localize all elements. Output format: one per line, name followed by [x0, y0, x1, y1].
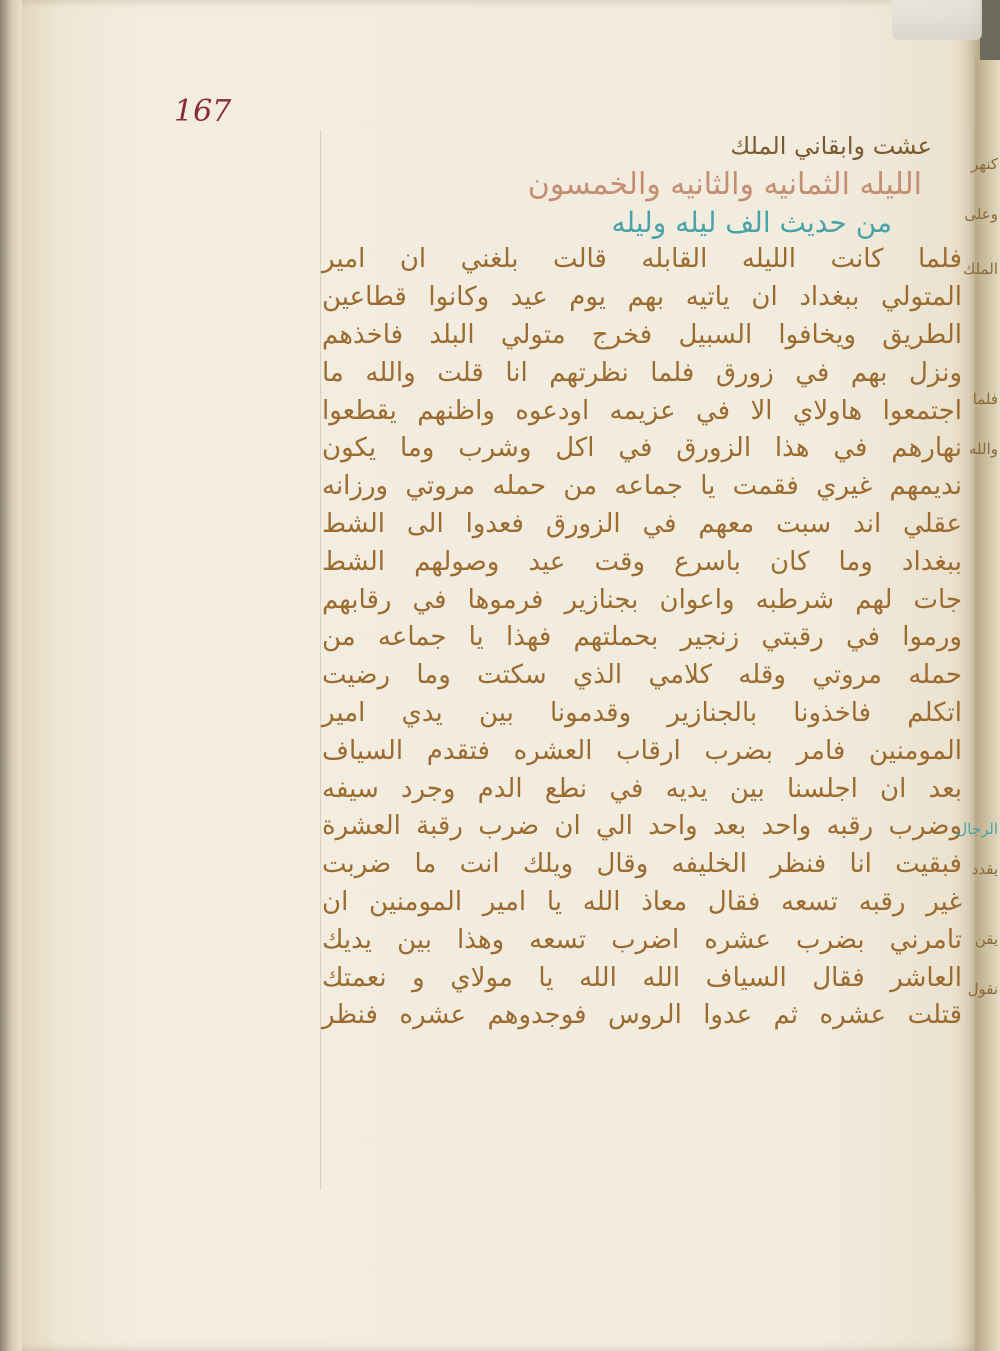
- manuscript-line: نديمهم غيري فقمت يا جماعه من حمله مروتي ورزانه: [322, 471, 962, 502]
- body-text: [322, 241, 962, 1035]
- facing-page-fragment: والله: [969, 440, 998, 458]
- manuscript-line: جات لهم شرطبه واعوان بجنازير فرموها في رقابهم: [322, 584, 962, 615]
- manuscript-line: اتكلم فاخذونا بالجنازير وقدمونا بين يدي امير: [322, 697, 962, 728]
- manuscript-page: [22, 0, 980, 1351]
- night-subtitle: من حديث الف ليله وليله: [611, 205, 892, 239]
- manuscript-line: المتولي ببغداد ان ياتيه بهم يوم عيد وكانوا قطاعين: [322, 282, 962, 313]
- right-margin-rule: [968, 130, 969, 1190]
- manuscript-line: العاشر فقال السياف الله الله يا مولاي و نعمتك: [322, 962, 962, 993]
- facing-page-fragment: نقول: [967, 980, 998, 998]
- night-title: الليله الثمانيه والثانيه والخمسون: [527, 166, 922, 202]
- manuscript-line: غير رقبه تسعه فقال معاذ الله يا امير المومنين ان: [322, 886, 962, 917]
- facing-page-fragment: يقدد: [971, 860, 998, 878]
- folio-number: 167: [174, 94, 232, 129]
- manuscript-line: وضرب رقبه واحد بعد واحد الي ان ضرب رقبة العشرة: [322, 811, 962, 842]
- manuscript-line: نهارهم في هذا الزورق في اكل وشرب وما يكون: [322, 433, 962, 464]
- intro-line: عشت وابقاني الملك: [730, 132, 932, 160]
- manuscript-line: عقلي اند سبت معهم في الزورق فعدوا الى الشط: [322, 508, 962, 539]
- manuscript-line: قتلت عشره ثم عدوا الروس فوجدوهم عشره فنظر: [322, 1000, 962, 1031]
- manuscript-line: ورموا في رقبتي زنجير بحملتهم فهذا يا جماعه من: [322, 622, 962, 653]
- manuscript-line: حمله مروتي وقله كلامي الذي سكتت وما رضيت: [322, 660, 962, 691]
- facing-page-fragment: الملك: [962, 260, 998, 278]
- facing-page-fragment: فلما: [972, 390, 998, 408]
- manuscript-line: المومنين فامر بضرب ارقاب العشره فتقدم السياف: [322, 735, 962, 766]
- manuscript-line: ونزل بهم في زورق فلما نظرتهم انا قلت والله ما: [322, 357, 962, 388]
- text-block: [322, 128, 962, 1035]
- manuscript-line: الطريق ويخافوا السبيل فخرج متولي البلد فاخذهم: [322, 319, 962, 350]
- facing-page-fragment: كنهر: [971, 155, 998, 173]
- facing-page-fragment: الرجال: [956, 820, 998, 838]
- manuscript-line: اجتمعوا هاولاي الا في عزيمه اودعوه واظنهم يقطعوا: [322, 395, 962, 426]
- facing-page-edge: [956, 60, 1000, 1351]
- manuscript-line: ببغداد وما كان باسرع وقت عيد وصولهم الشط: [322, 546, 962, 577]
- facing-page-fragment: وعلى: [964, 205, 998, 223]
- repair-tape: [892, 0, 982, 40]
- manuscript-line: فبقيت انا فنظر الخليفه وقال ويلك انت ما ضربت: [322, 849, 962, 880]
- facing-page-fragment: يقن: [974, 930, 998, 948]
- manuscript-line: فلما كانت الليله القابله قالت بلغني ان امير: [322, 244, 962, 275]
- manuscript-line: تامرني بضرب عشره اضرب تسعه وهذا بين يديك: [322, 924, 962, 955]
- manuscript-line: بعد ان اجلسنا بين يديه في نطع الدم وجرد سيفه: [322, 773, 962, 804]
- left-margin-rule: [320, 130, 321, 1190]
